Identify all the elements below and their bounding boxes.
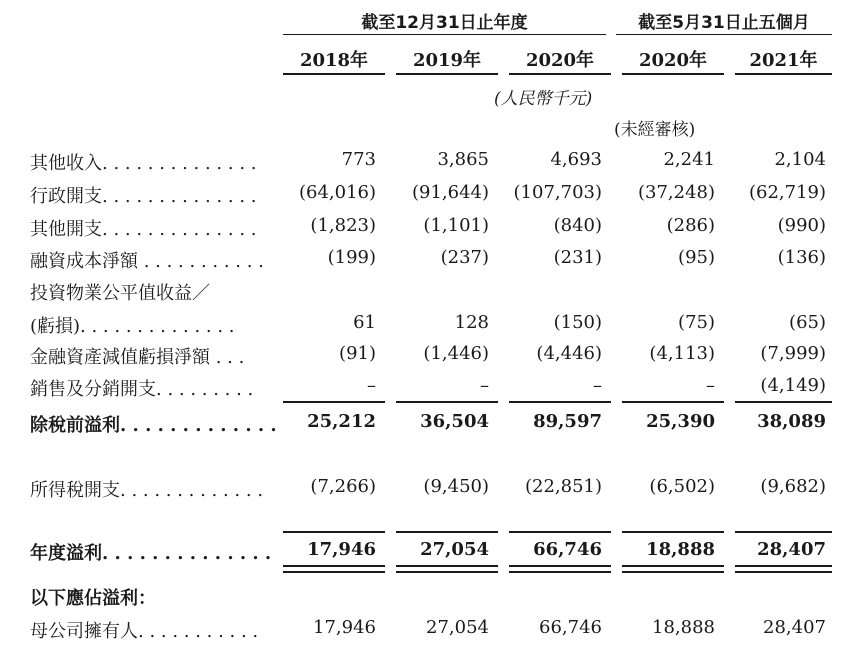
cell: (231) (553, 247, 602, 268)
cell: (1,446) (423, 343, 489, 364)
row-label-selling-expenses: 銷售及分銷開支. . . . . . . . . (30, 379, 254, 400)
total-rule (283, 531, 385, 533)
cell: 17,946 (307, 539, 376, 560)
column-year-2020: 2020年 (525, 50, 595, 71)
cell: 61 (353, 312, 376, 333)
subtotal-rule (283, 401, 385, 403)
year-rule-2020 (509, 73, 611, 75)
cell: (95) (678, 247, 715, 268)
cell: 27,054 (420, 539, 489, 560)
cell: – (367, 375, 376, 396)
cell: (107,703) (513, 182, 602, 203)
column-year-2019: 2019年 (412, 50, 482, 71)
cell: (9,450) (423, 476, 489, 497)
double-rule (622, 565, 724, 573)
cell: – (480, 375, 489, 396)
cell: (1,823) (310, 215, 376, 236)
row-label-profit-for-year: 年度溢利. . . . . . . . . . . . . . (30, 543, 272, 564)
cell: – (706, 375, 715, 396)
cell: 773 (341, 149, 376, 170)
cell: (4,149) (760, 375, 826, 396)
double-rule (509, 565, 611, 573)
subtotal-rule (735, 401, 832, 403)
cell: (199) (327, 247, 376, 268)
cell: 66,746 (539, 617, 602, 638)
row-label-investment-property-gain: 投資物業公平值收益／ (30, 283, 210, 304)
cell: (136) (777, 247, 826, 268)
cell: 25,212 (307, 411, 376, 432)
total-rule (509, 531, 611, 533)
row-label-admin-expenses: 行政開支. . . . . . . . . . . . . . (30, 186, 257, 207)
cell: 17,946 (313, 617, 376, 638)
group-header-fiscal-year-rule (283, 34, 606, 35)
row-label-owners-of-parent: 母公司擁有人. . . . . . . . . . . (30, 621, 259, 642)
cell: 89,597 (533, 411, 602, 432)
cell: 66,746 (533, 539, 602, 560)
cell: (840) (553, 215, 602, 236)
row-label-finance-costs: 融資成本淨額 . . . . . . . . . . . (30, 251, 264, 272)
subtotal-rule (622, 401, 724, 403)
cell: (37,248) (637, 182, 715, 203)
cell: 28,407 (757, 539, 826, 560)
cell: (65) (789, 312, 826, 333)
cell: (22,851) (524, 476, 602, 497)
cell: (4,446) (536, 343, 602, 364)
cell: (150) (553, 312, 602, 333)
cell: (91) (339, 343, 376, 364)
column-year-2020-ytd: 2020年 (638, 50, 708, 71)
cell: (990) (777, 215, 826, 236)
unaudited-note: (未經審核) (614, 120, 696, 140)
subtotal-rule (396, 401, 498, 403)
cell: 36,504 (420, 411, 489, 432)
cell: 25,390 (646, 411, 715, 432)
column-year-2021-ytd: 2021年 (749, 50, 818, 71)
cell: (7,999) (760, 343, 826, 364)
cell: 3,865 (437, 149, 489, 170)
row-label-impairment-losses: 金融資產減值虧損淨額 . . . (30, 347, 245, 368)
group-header-five-months: 截至5月31日止五個月 (638, 13, 810, 33)
cell: (1,101) (423, 215, 489, 236)
cell: (6,502) (649, 476, 715, 497)
cell: (4,113) (649, 343, 715, 364)
cell: (64,016) (298, 182, 376, 203)
year-rule-2019 (396, 73, 498, 75)
column-year-2018: 2018年 (299, 50, 369, 71)
group-header-fiscal-year: 截至12月31日止年度 (361, 13, 528, 33)
double-rule (735, 565, 832, 573)
row-label-attributable-to: 以下應佔溢利： (30, 588, 156, 609)
row-label-profit-before-tax: 除稅前溢利. . . . . . . . . . . . . (30, 415, 277, 436)
total-rule (622, 531, 724, 533)
subtotal-rule (509, 401, 611, 403)
cell: 18,888 (652, 617, 715, 638)
year-rule-2018 (283, 73, 385, 75)
total-rule (735, 531, 832, 533)
cell: (62,719) (748, 182, 826, 203)
cell: 128 (454, 312, 489, 333)
double-rule (283, 565, 385, 573)
cell: (91,644) (411, 182, 489, 203)
cell: 38,089 (757, 411, 826, 432)
cell: (237) (440, 247, 489, 268)
cell: (9,682) (760, 476, 826, 497)
double-rule (396, 565, 498, 573)
cell: – (593, 375, 602, 396)
cell: (75) (678, 312, 715, 333)
total-rule (396, 531, 498, 533)
cell: 27,054 (426, 617, 489, 638)
cell: 4,693 (550, 149, 602, 170)
cell: 2,104 (774, 149, 826, 170)
year-rule-2020-ytd (622, 73, 724, 75)
row-label-other-expenses: 其他開支. . . . . . . . . . . . . . (30, 219, 257, 240)
currency-unit-note: (人民幣千元) (494, 89, 593, 109)
year-rule-2021-ytd (735, 73, 832, 75)
cell: (286) (666, 215, 715, 236)
row-label-income-tax: 所得稅開支. . . . . . . . . . . . . (30, 480, 264, 501)
cell: (7,266) (310, 476, 376, 497)
row-label-other-income: 其他收入. . . . . . . . . . . . . . (30, 153, 257, 174)
row-label-loss: (虧損). . . . . . . . . . . . . . (30, 316, 235, 337)
group-header-five-months-rule (616, 34, 832, 35)
cell: 2,241 (663, 149, 715, 170)
cell: 28,407 (763, 617, 826, 638)
cell: 18,888 (646, 539, 715, 560)
